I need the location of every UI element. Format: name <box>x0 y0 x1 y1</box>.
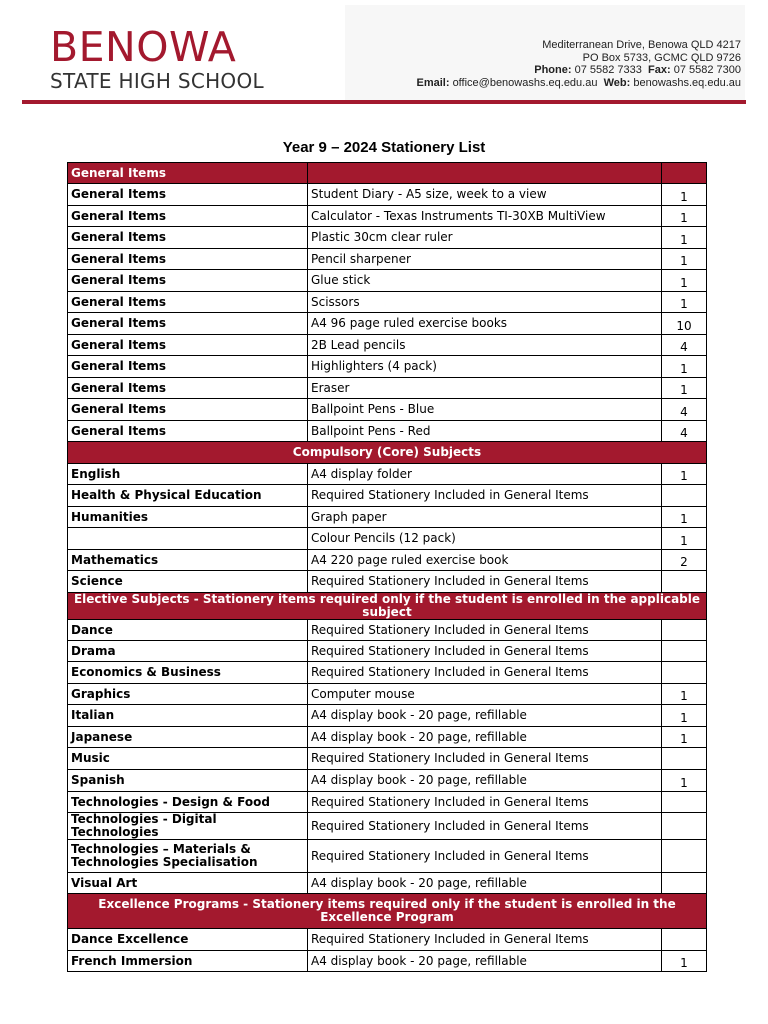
quantity-cell: 1 <box>662 184 707 206</box>
subject-cell: General Items <box>68 184 308 206</box>
table-row <box>68 356 707 378</box>
table-row <box>68 840 707 873</box>
quantity-cell <box>662 641 707 662</box>
quantity-cell: 1 <box>662 951 707 972</box>
item-cell: Required Stationery Included in General Items <box>308 662 662 684</box>
table-row <box>68 727 707 748</box>
quantity-cell <box>662 571 707 593</box>
item-cell: Required Stationery Included in General Items <box>308 792 662 813</box>
item-cell: Ballpoint Pens - Blue <box>308 399 662 421</box>
table-row <box>68 313 707 335</box>
quantity-cell: 1 <box>662 227 707 249</box>
quantity-cell: 1 <box>662 270 707 292</box>
subject-cell: English <box>68 464 308 485</box>
table-row <box>68 770 707 792</box>
table-row <box>68 951 707 972</box>
table-row <box>68 378 707 399</box>
subject-cell: Technologies - Design & Food <box>68 792 308 813</box>
item-cell: Computer mouse <box>308 684 662 705</box>
quantity-cell: 1 <box>662 356 707 378</box>
subject-cell: General Items <box>68 206 308 227</box>
header-divider <box>22 100 746 104</box>
quantity-cell: 4 <box>662 335 707 356</box>
subject-cell: General Items <box>68 249 308 270</box>
subject-cell: Technologies - Digital Technologies <box>68 813 308 840</box>
subject-cell: Mathematics <box>68 550 308 571</box>
item-cell: A4 display book - 20 page, refillable <box>308 770 662 792</box>
item-cell: Glue stick <box>308 270 662 292</box>
table-row <box>68 662 707 684</box>
quantity-cell: 10 <box>662 313 707 335</box>
address-line-1: Mediterranean Drive, Benowa QLD 4217 <box>542 39 741 51</box>
subject-cell: General Items <box>68 399 308 421</box>
section-header-excellence <box>68 894 707 929</box>
table-row <box>68 485 707 507</box>
stationery-table <box>67 162 707 972</box>
item-cell: A4 display book - 20 page, refillable <box>308 705 662 727</box>
contact-details <box>416 39 741 89</box>
item-cell: Required Stationery Included in General Items <box>308 571 662 593</box>
quantity-cell: 1 <box>662 507 707 528</box>
item-cell: 2B Lead pencils <box>308 335 662 356</box>
item-cell: Required Stationery Included in General Items <box>308 641 662 662</box>
item-cell: Graph paper <box>308 507 662 528</box>
subject-cell: French Immersion <box>68 951 308 972</box>
table-row <box>68 507 707 528</box>
item-cell: Required Stationery Included in General Items <box>308 929 662 951</box>
quantity-cell <box>662 662 707 684</box>
item-cell: Required Stationery Included in General Items <box>308 813 662 840</box>
web-address: benowashs.eq.edu.au <box>633 76 741 89</box>
subject-cell: General Items <box>68 335 308 356</box>
table-row <box>68 421 707 442</box>
quantity-cell <box>662 620 707 641</box>
school-logo-subtitle: STATE HIGH SCHOOL <box>50 69 264 93</box>
subject-cell: General Items <box>68 378 308 399</box>
item-cell: Colour Pencils (12 pack) <box>308 528 662 550</box>
section-title: Excellence Programs - Stationery items required only if the student is enrolled in the Excellence Program <box>68 894 707 929</box>
item-cell: Required Stationery Included in General Items <box>308 840 662 873</box>
table-row <box>68 641 707 662</box>
item-cell: A4 display book - 20 page, refillable <box>308 727 662 748</box>
quantity-cell: 4 <box>662 421 707 442</box>
item-cell: Student Diary - A5 size, week to a view <box>308 184 662 206</box>
table-row <box>68 684 707 705</box>
subject-cell: Spanish <box>68 770 308 792</box>
quantity-cell <box>662 813 707 840</box>
phone-number: 07 5582 7333 <box>574 64 642 76</box>
item-cell: Pencil sharpener <box>308 249 662 270</box>
item-cell: Eraser <box>308 378 662 399</box>
quantity-cell <box>662 929 707 951</box>
quantity-cell: 4 <box>662 399 707 421</box>
table-row <box>68 335 707 356</box>
section-title: General Items <box>68 163 308 184</box>
subject-cell: Dance Excellence <box>68 929 308 951</box>
quantity-cell <box>662 485 707 507</box>
table-row <box>68 929 707 951</box>
quantity-cell <box>662 792 707 813</box>
item-cell: Required Stationery Included in General Items <box>308 748 662 770</box>
item-cell: Calculator - Texas Instruments TI-30XB MultiView <box>308 206 662 227</box>
school-logo-name: BENOWA <box>50 23 237 71</box>
quantity-cell <box>662 840 707 873</box>
subject-cell: Japanese <box>68 727 308 748</box>
table-row <box>68 571 707 593</box>
item-cell: Scissors <box>308 292 662 313</box>
subject-cell: Technologies – Materials & Technologies Specialisation <box>68 840 308 873</box>
letterhead <box>0 0 768 110</box>
table-row <box>68 873 707 894</box>
subject-cell: Health & Physical Education <box>68 485 308 507</box>
quantity-cell: 1 <box>662 528 707 550</box>
table-row <box>68 528 707 550</box>
subject-cell: General Items <box>68 421 308 442</box>
subject-cell <box>68 528 308 550</box>
section-title: Compulsory (Core) Subjects <box>68 442 707 464</box>
table-row <box>68 813 707 840</box>
subject-cell: General Items <box>68 227 308 249</box>
subject-cell: General Items <box>68 270 308 292</box>
item-cell: A4 display book - 20 page, refillable <box>308 951 662 972</box>
subject-cell: Dance <box>68 620 308 641</box>
quantity-cell: 1 <box>662 727 707 748</box>
section-header-core <box>68 442 707 464</box>
item-cell: A4 display book - 20 page, refillable <box>308 873 662 894</box>
quantity-cell <box>662 873 707 894</box>
subject-cell: Science <box>68 571 308 593</box>
quantity-cell: 1 <box>662 292 707 313</box>
table-row <box>68 705 707 727</box>
subject-cell: General Items <box>68 356 308 378</box>
table-row <box>68 184 707 206</box>
item-cell: Ballpoint Pens - Red <box>308 421 662 442</box>
subject-cell: Italian <box>68 705 308 727</box>
subject-cell: Visual Art <box>68 873 308 894</box>
subject-cell: Humanities <box>68 507 308 528</box>
section-title: Elective Subjects - Stationery items required only if the student is enrolled in the applicable subject <box>68 593 707 620</box>
subject-cell: Drama <box>68 641 308 662</box>
quantity-cell: 1 <box>662 770 707 792</box>
item-cell: Required Stationery Included in General Items <box>308 620 662 641</box>
quantity-cell: 1 <box>662 378 707 399</box>
address-line-2: PO Box 5733, GCMC QLD 9726 <box>582 51 741 64</box>
quantity-cell: 1 <box>662 705 707 727</box>
item-cell: A4 display folder <box>308 464 662 485</box>
item-cell: A4 220 page ruled exercise book <box>308 550 662 571</box>
item-cell: Plastic 30cm clear ruler <box>308 227 662 249</box>
subject-cell: Economics & Business <box>68 662 308 684</box>
email-address: office@benowashs.eq.edu.au <box>452 76 598 89</box>
item-cell: Required Stationery Included in General Items <box>308 485 662 507</box>
table-row <box>68 792 707 813</box>
section-header-general <box>68 163 707 184</box>
table-row <box>68 292 707 313</box>
phone-fax-line: Phone: 07 5582 7333 Fax: 07 5582 7300 <box>534 64 741 76</box>
quantity-cell: 2 <box>662 550 707 571</box>
subject-cell: Graphics <box>68 684 308 705</box>
table-row <box>68 227 707 249</box>
quantity-cell <box>662 748 707 770</box>
item-cell: Highlighters (4 pack) <box>308 356 662 378</box>
subject-cell: Music <box>68 748 308 770</box>
table-row <box>68 748 707 770</box>
table-row <box>68 550 707 571</box>
subject-cell: General Items <box>68 292 308 313</box>
email-web-line: Email: office@benowashs.eq.edu.au Web: benowashs.eq.edu.au <box>416 76 741 89</box>
table-row <box>68 206 707 227</box>
fax-number: 07 5582 7300 <box>673 64 741 76</box>
quantity-cell: 1 <box>662 249 707 270</box>
table-row <box>68 249 707 270</box>
table-row <box>68 270 707 292</box>
page-title: Year 9 – 2024 Stationery List <box>282 139 486 156</box>
table-row <box>68 399 707 421</box>
table-row <box>68 464 707 485</box>
section-header-elective <box>68 593 707 620</box>
quantity-cell: 1 <box>662 684 707 705</box>
item-cell: A4 96 page ruled exercise books <box>308 313 662 335</box>
table-row <box>68 620 707 641</box>
quantity-cell: 1 <box>662 206 707 227</box>
subject-cell: General Items <box>68 313 308 335</box>
quantity-cell: 1 <box>662 464 707 485</box>
